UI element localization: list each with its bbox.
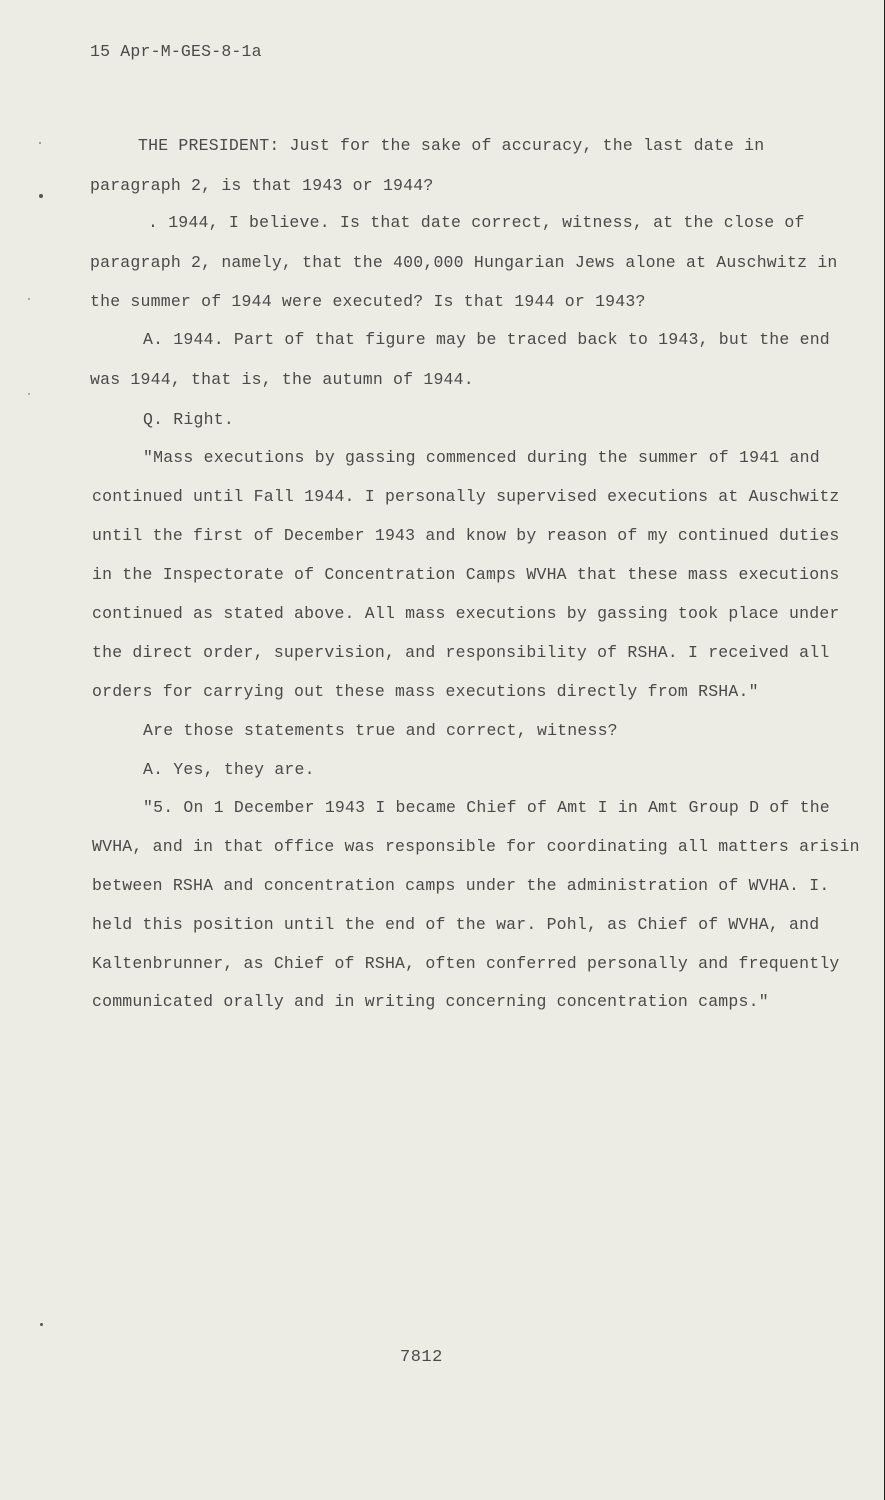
- paper-speck: [40, 1323, 43, 1326]
- text-line: A. 1944. Part of that figure may be traced back to 1943, but the end: [143, 330, 830, 349]
- text-line: held this position until the end of the war. Pohl, as Chief of WVHA, and: [92, 915, 820, 934]
- text-line: Are those statements true and correct, witness?: [143, 721, 618, 740]
- text-line: was 1944, that is, the autumn of 1944.: [90, 370, 474, 389]
- text-line: orders for carrying out these mass executions directly from RSHA.": [92, 682, 759, 701]
- text-line: "5. On 1 December 1943 I became Chief of Amt I in Amt Group D of the: [143, 798, 830, 817]
- paper-speck: [39, 142, 41, 144]
- text-line: continued until Fall 1944. I personally supervised executions at Auschwitz: [92, 487, 840, 506]
- text-line: communicated orally and in writing concerning concentration camps.": [92, 992, 769, 1011]
- document-id: 15 Apr-M-GES-8-1a: [90, 42, 262, 61]
- paper-speck: [39, 194, 43, 198]
- page-number: 7812: [400, 1348, 443, 1367]
- text-line: paragraph 2, namely, that the 400,000 Hungarian Jews alone at Auschwitz in: [90, 253, 838, 272]
- text-line: the summer of 1944 were executed? Is that 1944 or 1943?: [90, 292, 646, 311]
- text-line: between RSHA and concentration camps under the administration of WVHA. I.: [92, 876, 830, 895]
- text-line: "Mass executions by gassing commenced during the summer of 1941 and: [143, 448, 820, 467]
- text-line: THE PRESIDENT: Just for the sake of accuracy, the last date in: [138, 136, 765, 155]
- text-line: the direct order, supervision, and responsibility of RSHA. I received all: [92, 643, 830, 662]
- text-line: A. Yes, they are.: [143, 760, 315, 779]
- paper-speck: [28, 298, 30, 300]
- text-line: . 1944, I believe. Is that date correct, witness, at the close of: [148, 213, 805, 232]
- paper-speck: [28, 393, 30, 395]
- text-line: continued as stated above. All mass executions by gassing took place under: [92, 604, 840, 623]
- text-line: WVHA, and in that office was responsible for coordinating all matters arisin: [92, 837, 860, 856]
- text-line: in the Inspectorate of Concentration Camps WVHA that these mass executions: [92, 565, 840, 584]
- text-line: paragraph 2, is that 1943 or 1944?: [90, 176, 434, 195]
- text-line: Kaltenbrunner, as Chief of RSHA, often conferred personally and frequently: [92, 954, 840, 973]
- text-line: until the first of December 1943 and know by reason of my continued duties: [92, 526, 840, 545]
- text-line: Q. Right.: [143, 410, 234, 429]
